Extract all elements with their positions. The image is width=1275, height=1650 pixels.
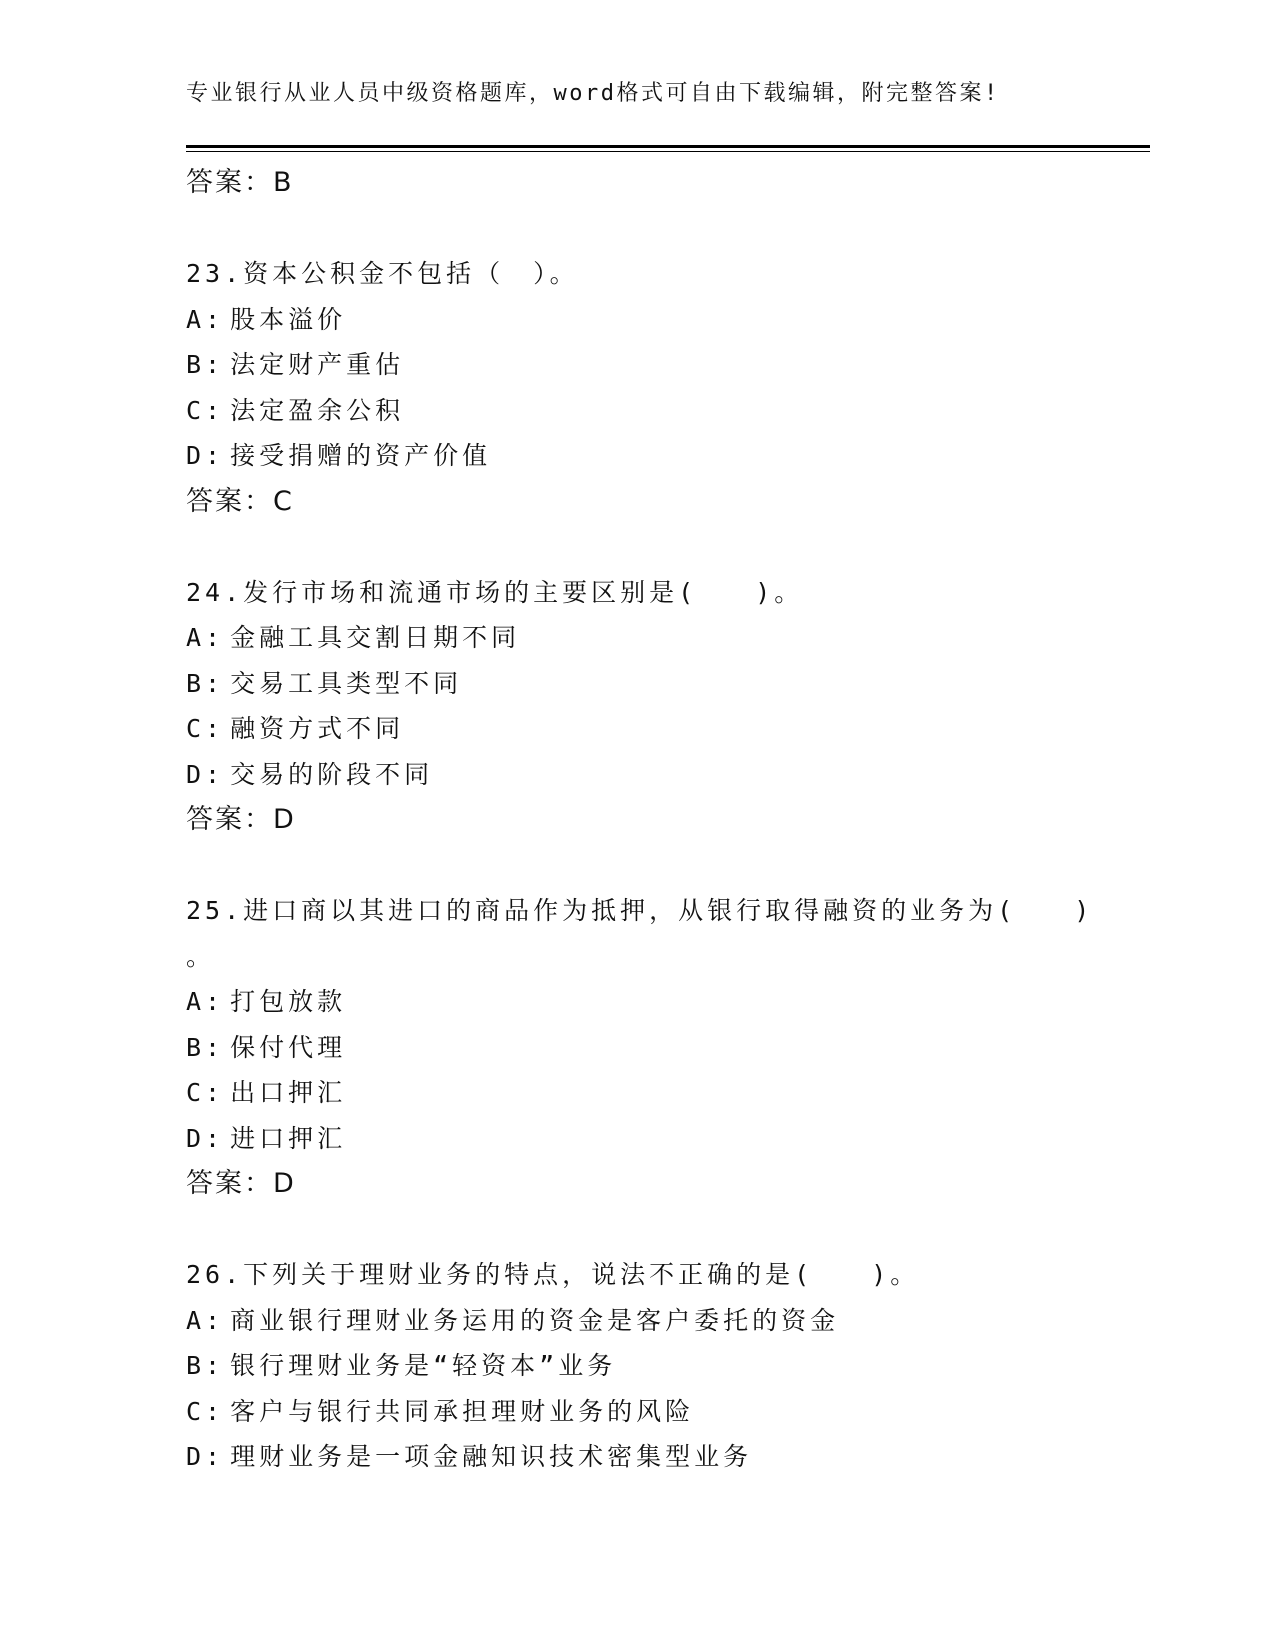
spacer: [186, 1207, 1150, 1253]
option-letter: B:: [186, 668, 225, 698]
option-d: [186, 433, 1150, 479]
option-text: 商业银行理财业务运用的资金是客户委托的资金: [230, 1305, 840, 1335]
header-rule-thick: [186, 145, 1150, 148]
option-letter: D:: [186, 1123, 225, 1153]
option-a: [186, 1298, 1150, 1344]
question-26: [186, 1252, 1150, 1480]
question-stem: 23.资本公积金不包括（ ）。: [186, 259, 579, 288]
option-d: [186, 1116, 1150, 1162]
option-letter: B:: [186, 1032, 225, 1062]
answer: 答案：C: [186, 485, 294, 517]
option-a: [186, 615, 1150, 661]
option-text: 融资方式不同: [230, 714, 405, 743]
option-b: [186, 1343, 1150, 1389]
previous-answer: 答案：B: [186, 167, 294, 198]
question-stem: 24.发行市场和流通市场的主要区别是( )。: [186, 577, 804, 607]
option-letter: D:: [186, 441, 225, 470]
question-24: [186, 570, 1150, 843]
option-a: [186, 979, 1150, 1025]
spacer: [186, 206, 1150, 252]
option-text: 股本溢价: [230, 304, 347, 334]
option-text: 法定财产重估: [230, 350, 405, 379]
option-b: [186, 1025, 1150, 1071]
option-letter: A:: [186, 1305, 225, 1335]
option-letter: B:: [186, 350, 225, 379]
option-b: [186, 661, 1150, 707]
question-list: [186, 160, 1150, 1480]
option-letter: C:: [186, 395, 225, 425]
option-letter: A:: [186, 623, 225, 652]
option-text: 金融工具交割日期不同: [230, 623, 521, 652]
answer: 答案：D: [186, 1168, 296, 1199]
option-text: 理财业务是一项金融知识技术密集型业务: [230, 1442, 753, 1471]
question-stem: 26.下列关于理财业务的特点，说法不正确的是( )。: [186, 1260, 920, 1289]
option-text: 法定盈余公积: [230, 395, 405, 425]
option-letter: C:: [186, 1078, 225, 1107]
page-header: 专业银行从业人员中级资格题库，word格式可自由下载编辑，附完整答案!: [186, 81, 1000, 106]
option-text: 进口押汇: [230, 1123, 347, 1153]
option-text: 出口押汇: [230, 1078, 347, 1107]
answer: 答案：D: [186, 804, 296, 835]
option-c: [186, 388, 1150, 434]
question-stem: 25.进口商以其进口的商品作为抵押，从银行取得融资的业务为( ): [186, 896, 1094, 925]
header-rule-thin: [186, 151, 1150, 152]
option-b: [186, 342, 1150, 388]
option-text: 银行理财业务是“轻资本”业务: [230, 1351, 617, 1380]
option-text: 接受捐赠的资产价值: [230, 441, 492, 470]
option-text: 客户与银行共同承担理财业务的风险: [230, 1396, 695, 1426]
option-letter: A:: [186, 987, 225, 1016]
option-d: [186, 1434, 1150, 1480]
option-letter: C:: [186, 1396, 225, 1426]
option-d: [186, 752, 1150, 798]
option-letter: C:: [186, 714, 225, 743]
option-c: [186, 1389, 1150, 1435]
option-text: 交易的阶段不同: [230, 759, 434, 789]
option-c: [186, 1070, 1150, 1116]
option-letter: A:: [186, 304, 225, 334]
option-a: [186, 297, 1150, 343]
option-letter: B:: [186, 1351, 225, 1380]
option-letter: D:: [186, 1442, 225, 1471]
question-stem-continuation: 。: [186, 941, 216, 971]
option-text: 打包放款: [230, 987, 347, 1016]
option-c: [186, 706, 1150, 752]
spacer: [186, 524, 1150, 570]
spacer: [186, 843, 1150, 889]
option-letter: D:: [186, 759, 225, 789]
question-25: [186, 888, 1150, 1207]
option-text: 交易工具类型不同: [230, 668, 463, 698]
option-text: 保付代理: [230, 1032, 347, 1062]
question-23: [186, 251, 1150, 524]
